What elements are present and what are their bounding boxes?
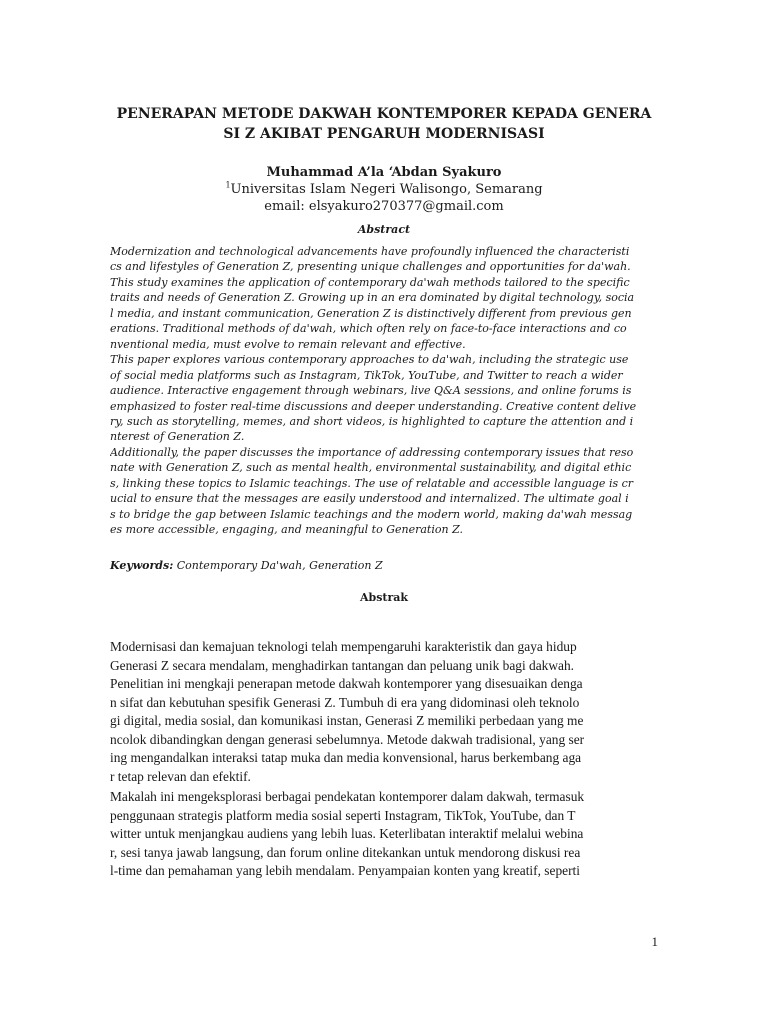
abstrak-line: r, sesi tanya jawab langsung, dan forum online ditekankan untuk mendorong diskusi rea [110,844,581,860]
paper-title [110,104,658,144]
abstrak-line: witter untuk menjangkau audiens yang lebih luas. Keterlibatan interaktif melalui webina [110,826,584,841]
abstract-line: of social media platforms such as Instagram, TikTok, YouTube, and Twitter to reach a wider [110,368,623,382]
abstract-line: Modernization and technological advancements have profoundly influenced the characteristi [110,245,630,258]
abstract-line: ry, such as storytelling, memes, and short videos, is highlighted to capture the attention and i [110,414,634,428]
abstract-line: cs and lifestyles of Generation Z, presenting unique challenges and opportunities for da'wah. [110,260,631,274]
abstrak-line: ncolok dibandingkan dengan generasi sebelumnya. Metode dakwah tradisional, yang ser [110,731,585,747]
abstrak-heading: Abstrak [359,591,409,604]
abstrak-line: Generasi Z secara mendalam, menghadirkan tantangan dan peluang unik bagi dakwah. [110,657,575,673]
abstract-line: This paper explores various contemporary approaches to da'wah, including the strategic use [110,353,629,367]
abstract-line: audience. Interactive engagement through webinars, live Q&A sessions, and online forums is [110,384,632,398]
keywords-label: Keywords: [110,559,174,572]
author-name: Muhammad A’la ‘Abdan Syakuro [266,165,502,180]
abstrak-line: ing mengandalkan interaksi tatap muka dan media konvensional, harus berkembang aga [110,750,582,765]
abstract-line: l media, and instant communication, Generation Z is distinctively different from previous gen [110,306,632,320]
title-line-2: SI Z AKIBAT PENGARUH MODERNISASI [223,126,545,142]
abstract-line: erations. Traditional methods of da'wah, which often rely on face-to-face interactions and co [110,322,627,336]
title-line-1: PENERAPAN METODE DAKWAH KONTEMPORER KEPADA GENERA [116,106,652,122]
abstract-line: nventional media, must evolve to remain relevant and effective. [110,337,466,351]
keywords [110,558,658,574]
abstrak-line: l-time dan pemahaman yang lebih mendalam. Penyampaian konten yang kreatif, seperti [110,863,580,878]
abstract-line: emphasized to foster real-time discussions and deeper understanding. Creative content delive [110,399,637,413]
abstract-line: s to bridge the gap between Islamic teachings and the modern world, making da'wah messag [110,507,633,521]
abstract-line: s, linking these topics to Islamic teachings. The use of relatable and accessible language is cr [110,476,634,490]
affiliation-mark: 1 [225,180,231,190]
keywords-text: Contemporary Da'wah, Generation Z [176,559,383,572]
abstrak-line: r tetap relevan dan efektif. [110,768,251,784]
abstrak-paragraph-1 [110,638,658,786]
page-number: 1 [651,934,658,949]
abstrak-line: penggunaan strategis platform media sosial seperti Instagram, TikTok, YouTube, dan T [110,807,576,823]
abstrak-line: gi digital, media sosial, dan komunikasi instan, Generasi Z memiliki perbedaan yang me [110,713,584,728]
abstrak-line: Penelitian ini mengkaji penerapan metode dakwah kontemporer yang disesuaikan denga [110,676,583,691]
abstract-line: Additionally, the paper discusses the importance of addressing contemporary issues that reso [110,445,634,459]
abstract-english [110,244,658,538]
abstract-line: traits and needs of Generation Z. Growing up in an era dominated by digital technology, socia [110,291,635,305]
affiliation-text: Universitas Islam Negeri Walisongo, Semarang [230,182,543,197]
abstract-line: es more accessible, engaging, and meaningful to Generation Z. [110,523,464,537]
abstrak-line: Modernisasi dan kemajuan teknologi telah mempengaruhi karakteristik dan gaya hidup [110,639,577,654]
abstract-heading: Abstract [357,223,411,236]
affiliation [110,181,658,198]
abstract-line: nate with Generation Z, such as mental health, environmental sustainability, and digital ethic [110,461,632,475]
abstract-line: This study examines the application of contemporary da'wah methods tailored to the specific [110,275,630,289]
author-email: email: elsyakuro270377@gmail.com [264,199,504,214]
author-block [110,164,658,215]
abstract-line: ucial to ensure that the messages are easily understood and internalized. The ultimate goal i [110,492,629,506]
abstrak-paragraph-2 [110,788,658,881]
abstrak-line: n sifat dan kebutuhan spesifik Generasi Z. Tumbuh di era yang didominasi oleh teknolo [110,694,580,710]
abstract-line: nterest of Generation Z. [110,430,245,444]
abstrak-line: Makalah ini mengeksplorasi berbagai pendekatan kontemporer dalam dakwah, termasuk [110,789,585,804]
